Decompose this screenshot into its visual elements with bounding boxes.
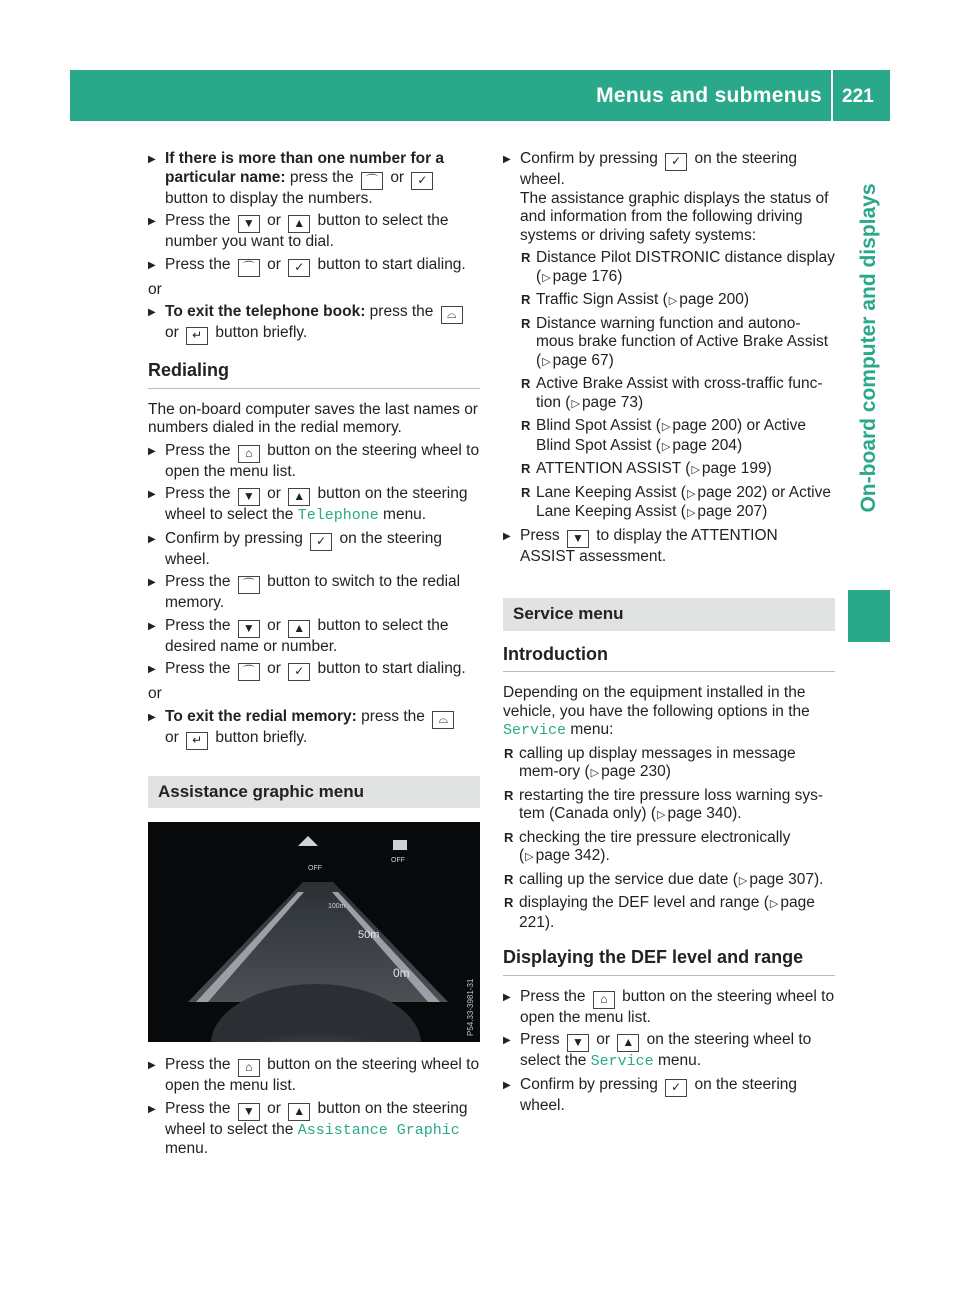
step-text: Press the: [165, 1056, 231, 1073]
list-item: R calling up display messages in message mem-ory (▷ page 230): [503, 745, 835, 783]
step-text: Confirm by pressing: [520, 1075, 658, 1093]
step-bold: To exit the telephone book:: [165, 303, 366, 320]
intro-text-part: menu:: [570, 721, 614, 738]
item-close: ) or Active Lane Keeping Assist: [536, 483, 831, 520]
phone-key-icon: ⌒: [238, 259, 260, 277]
up-key-icon: ▲: [288, 488, 310, 506]
item-ref: page 176: [552, 267, 618, 285]
item-text: displaying the DEF level and range: [519, 894, 760, 911]
or-text: or: [267, 660, 281, 677]
step: [148, 1056, 480, 1096]
list-item: R displaying the DEF level and range (▷ page 221).: [503, 894, 835, 932]
item-ref: page 202: [697, 483, 763, 501]
page-ref-arrow-icon: ▷: [656, 809, 666, 821]
step-text: Press the: [165, 616, 231, 634]
label-50m: 50m: [358, 929, 380, 941]
item-text: restarting the tire pressure loss warning sys-tem (Canada only): [519, 786, 824, 822]
down-key-icon: ▼: [238, 1103, 260, 1121]
step: [503, 1031, 835, 1072]
side-tab-block: [848, 590, 890, 642]
or-line: or: [148, 280, 162, 298]
item-text: Blind Spot Assist: [536, 417, 652, 434]
item-text: Distance warning function and autono-mous brake function of Active Brake Assist: [536, 314, 829, 350]
step-bold: If there is more than one number for a particular name:: [165, 150, 445, 186]
step-text: button briefly.: [215, 324, 308, 341]
step: [148, 303, 480, 345]
step-text: menu.: [383, 506, 427, 523]
item-ref: page 340: [667, 805, 733, 822]
ok-key-icon: ✓: [310, 533, 332, 551]
step-text: Press: [520, 1031, 560, 1048]
or-text: or: [596, 1031, 611, 1048]
or-text: or: [267, 212, 281, 229]
or-text: or: [390, 168, 405, 186]
step-text: Press: [520, 526, 560, 544]
item-close: ).: [600, 847, 610, 864]
item-close: ): [608, 351, 614, 369]
step-text: press the: [289, 168, 354, 186]
item-close: ): [762, 503, 768, 520]
step-text: button on the steering wheel to select the: [165, 485, 468, 523]
step: [503, 1076, 835, 1116]
step-text: button to start dialing.: [317, 660, 466, 677]
step: [148, 530, 480, 570]
step-text: button on the steering wheel to open the menu list.: [165, 441, 480, 480]
step-text: Press the: [165, 212, 231, 229]
item-text: checking the tire pressure electronically: [519, 828, 791, 846]
step: [148, 485, 480, 526]
section-heading-redialing: Redialing: [148, 361, 480, 389]
item-ref: page 199: [701, 460, 767, 477]
page-ref-arrow-icon: ▷: [590, 767, 600, 779]
step-text: Press the: [520, 987, 586, 1005]
step: [148, 708, 480, 750]
step-text: press the: [361, 707, 425, 725]
step-text: button on the steering wheel to select the: [165, 1099, 468, 1138]
item-ref: page 73: [581, 393, 638, 411]
item-ref: page 67: [552, 351, 609, 369]
step-text: Confirm by pressing: [165, 529, 303, 547]
step-text: press the: [369, 303, 434, 320]
header-title: Menus and submenus: [596, 84, 822, 107]
item-text: Active Brake Assist with cross-traffic func-tion: [536, 375, 823, 411]
step-text: button on the steering wheel to open the menu list.: [520, 987, 835, 1026]
item-text: Lane Keeping Assist: [536, 483, 677, 501]
item-text: Traffic Sign Assist: [536, 291, 659, 308]
label-100m: 100m: [328, 903, 346, 910]
hangup-key-icon: ⌓: [432, 711, 454, 729]
phone-key-icon: ⌒: [238, 576, 260, 594]
step: [148, 212, 480, 252]
step: [148, 660, 480, 681]
ok-key-icon: ✓: [665, 1079, 687, 1097]
back-key-icon: ↵: [186, 732, 208, 750]
step-text: Press the: [165, 441, 231, 459]
section-band-service: Service menu: [503, 598, 835, 631]
page-ref-arrow-icon: ▷: [686, 507, 696, 519]
hangup-key-icon: ⌓: [441, 306, 463, 324]
step-text: The assistance graphic displays the status of and information from the following driving systems or driving safety systems:: [520, 189, 829, 244]
home-key-icon: ⌂: [238, 1059, 260, 1077]
road-shape: [188, 882, 448, 1002]
item-close: ).: [544, 913, 555, 931]
item-ref: page 221: [519, 894, 815, 931]
down-key-icon: ▼: [238, 620, 260, 638]
page-ref-arrow-icon: ▷: [525, 851, 534, 863]
list-item: R Traffic Sign Assist (▷ page 200): [520, 291, 835, 311]
or-text: or: [267, 485, 281, 502]
item-close: ).: [813, 870, 824, 888]
list-item: R Distance Pilot DISTRONIC distance display (▷ page 176): [520, 249, 835, 287]
step-text: on the steering wheel.: [520, 150, 797, 188]
step-text: to display the ATTENTION ASSIST assessment.: [520, 526, 778, 565]
label-0m: 0m: [393, 966, 410, 980]
ok-key-icon: ✓: [665, 153, 687, 171]
label-off-1: OFF: [308, 865, 322, 872]
item-ref: page 200: [672, 417, 738, 434]
page-ref-arrow-icon: ▷: [691, 464, 700, 476]
step-text: button on the steering wheel to open the menu list.: [165, 1056, 480, 1094]
step-text: button briefly.: [215, 728, 308, 746]
assistance-graphic-svg: [148, 822, 480, 1042]
ok-key-icon: ✓: [411, 172, 433, 190]
page-ref-arrow-icon: ▷: [668, 295, 678, 307]
item-ref: page 204: [672, 436, 738, 454]
down-key-icon: ▼: [567, 1034, 589, 1052]
item-text: calling up display messages in message mem-ory: [519, 744, 796, 780]
cup-icon: [393, 840, 407, 850]
step-text: button to switch to the redial memory.: [165, 573, 461, 611]
phone-key-icon: ⌒: [361, 172, 383, 190]
warning-triangle-icon: [298, 836, 318, 846]
step-text: Press the: [165, 485, 231, 502]
step: [148, 442, 480, 482]
side-tab-label: On-board computer and displays: [857, 183, 880, 513]
up-key-icon: ▲: [617, 1034, 639, 1052]
intro-text: [503, 684, 835, 741]
menu-ref-service: Service: [503, 722, 567, 739]
down-key-icon: ▼: [238, 215, 260, 233]
home-key-icon: ⌂: [593, 991, 615, 1009]
list-item: R Lane Keeping Assist (▷ page 202) or Active Lane Keeping Assist (▷ page 207): [520, 484, 835, 523]
step-text: on the steering wheel.: [520, 1075, 797, 1114]
step-text: button to display the numbers.: [165, 189, 373, 207]
item-ref: page 342: [535, 847, 601, 864]
figure-code: P54.33-3981-31: [466, 978, 475, 1036]
page-number: 221: [842, 86, 874, 107]
or-text: or: [165, 728, 179, 746]
menu-ref-telephone: Telephone: [297, 507, 379, 524]
item-close: ): [637, 393, 644, 411]
step: [503, 988, 835, 1028]
page-ref-arrow-icon: ▷: [661, 440, 671, 453]
page-ref-arrow-icon: ▷: [686, 487, 696, 500]
up-key-icon: ▲: [288, 1103, 310, 1121]
section-heading-def: Displaying the DEF level and range: [503, 948, 835, 976]
step-bold: To exit the redial memory:: [165, 707, 357, 725]
item-text: calling up the service due date: [519, 870, 729, 888]
page-ref-arrow-icon: ▷: [769, 898, 779, 910]
or-text: or: [267, 1099, 281, 1117]
section-heading-introduction: Introduction: [503, 645, 835, 673]
intro-text-part: Depending on the equipment installed in the vehicle, you have the following options in the: [503, 684, 810, 720]
item-ref: page 307: [749, 870, 814, 888]
list-item: R calling up the service due date (▷ page 307).: [503, 871, 835, 891]
item-ref: page 230: [601, 763, 666, 780]
item-close: ): [737, 436, 743, 454]
or-text: or: [267, 616, 281, 634]
page-ref-arrow-icon: ▷: [738, 874, 748, 887]
step-text: button to start dialing.: [317, 255, 466, 273]
item-ref: page 207: [697, 503, 763, 520]
systems-list: [503, 249, 835, 523]
page-ref-arrow-icon: ▷: [542, 271, 551, 284]
side-tab: [848, 121, 890, 576]
service-options-list: [503, 745, 835, 933]
step: [148, 617, 480, 657]
ok-key-icon: ✓: [288, 663, 310, 681]
page-ref-arrow-icon: ▷: [571, 397, 580, 410]
or-text: or: [165, 324, 179, 341]
step-text: on the steering wheel to select the: [520, 1031, 812, 1069]
list-item: R Distance warning function and autono-mous brake function of Active Brake Assist (▷ page 67): [520, 315, 835, 372]
step-text: Confirm by pressing: [520, 150, 658, 167]
item-close: ).: [732, 805, 742, 822]
list-item: R checking the tire pressure electronically (▷ page 342).: [503, 829, 835, 867]
menu-ref-assistance-graphic: Assistance Graphic: [297, 1121, 460, 1139]
page-ref-arrow-icon: ▷: [661, 421, 671, 433]
item-close: ): [665, 763, 671, 780]
step: [148, 573, 480, 613]
step: [148, 256, 480, 277]
step: [503, 150, 835, 245]
step-text: Press the: [165, 255, 231, 273]
page-ref-arrow-icon: ▷: [542, 355, 551, 368]
header-separator: [831, 70, 833, 121]
step-text: Press the: [165, 573, 231, 590]
down-key-icon: ▼: [238, 488, 260, 506]
item-ref: page 200: [679, 291, 744, 308]
step: [503, 527, 835, 567]
or-text: or: [267, 255, 281, 273]
menu-ref-service: Service: [590, 1053, 654, 1070]
item-text: ATTENTION ASSIST: [536, 460, 681, 477]
phone-key-icon: ⌒: [238, 663, 260, 681]
step-text: menu.: [165, 1140, 209, 1157]
item-text: Distance Pilot DISTRONIC distance display: [536, 249, 835, 266]
step: [148, 1100, 480, 1159]
step: [148, 150, 480, 208]
step-text: button to select the desired name or number.: [165, 616, 449, 655]
item-close: ): [617, 267, 623, 285]
step-text: on the steering wheel.: [165, 529, 442, 568]
or-line: or: [148, 685, 162, 702]
right-column: [503, 150, 835, 570]
ok-key-icon: ✓: [288, 259, 310, 277]
item-close: ): [743, 291, 750, 308]
left-column: [148, 150, 480, 1163]
up-key-icon: ▲: [288, 620, 310, 638]
item-close: ): [766, 460, 772, 477]
back-key-icon: ↵: [186, 327, 208, 345]
step-text: button to select the number you want to dial.: [165, 212, 449, 250]
home-key-icon: ⌂: [238, 445, 260, 463]
list-item: R Active Brake Assist with cross-traffic func-tion (▷ page 73): [520, 375, 835, 413]
redialing-intro: The on-board computer saves the last names or numbers dialed in the redial memory.: [148, 400, 478, 436]
step-text: Press the: [165, 660, 231, 677]
step-text: Press the: [165, 1099, 231, 1117]
assistance-graphic-figure: [148, 822, 480, 1042]
up-key-icon: ▲: [288, 215, 310, 233]
item-close: ) or Active Blind Spot Assist: [536, 417, 806, 454]
right-column-lower: [503, 598, 835, 1119]
list-item: R ATTENTION ASSIST (▷ page 199): [520, 460, 835, 480]
step-text: menu.: [658, 1052, 702, 1069]
list-item: R Blind Spot Assist (▷ page 200) or Active Blind Spot Assist (▷ page 204): [520, 417, 835, 456]
section-band-assistance: Assistance graphic menu: [148, 776, 480, 809]
down-key-icon: ▼: [567, 530, 589, 548]
label-off-2: OFF: [391, 857, 405, 864]
list-item: R restarting the tire pressure loss warning sys-tem (Canada only) (▷ page 340).: [503, 787, 835, 825]
